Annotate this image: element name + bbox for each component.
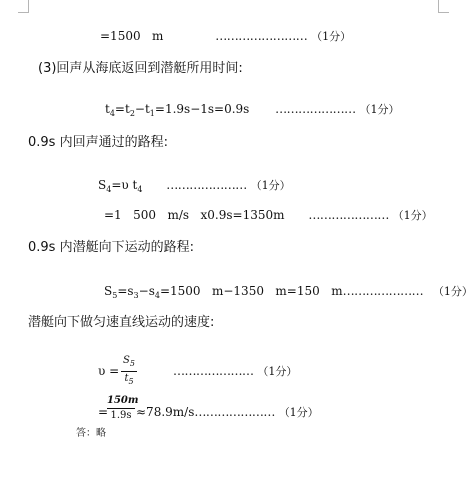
score-label: （1分） bbox=[250, 179, 291, 192]
score-label: （1分） bbox=[359, 103, 400, 116]
score-label: （1分） bbox=[257, 365, 298, 378]
dot-leader: ………………… bbox=[275, 102, 356, 116]
eq-subscript: 4 bbox=[154, 291, 160, 300]
eq-result: =1 500 m/s x0.9s=1350m bbox=[104, 208, 285, 222]
eq-subscript: 4 bbox=[106, 185, 112, 194]
dot-leader: ………………… bbox=[166, 178, 247, 192]
eq-symbol: S bbox=[104, 284, 113, 298]
distance-result-text: =1500 m bbox=[100, 29, 164, 43]
velocity-formula-lhs: υ = bbox=[98, 364, 120, 378]
dot-leader: ………………… bbox=[194, 405, 275, 419]
eq-symbol: −s bbox=[138, 284, 155, 298]
step-3-heading: (3)回声从海底返回到潜艇所用时间: bbox=[38, 61, 243, 76]
eq-result: ≈78.9m/s bbox=[136, 405, 195, 419]
velocity-formula-score bbox=[173, 363, 297, 380]
answer-omitted: 答：略 bbox=[76, 428, 106, 439]
score-label: （1分） bbox=[432, 285, 473, 298]
eq-symbol: −t bbox=[134, 102, 150, 116]
score-label: （1分） bbox=[278, 406, 319, 419]
velocity-result-line bbox=[136, 404, 319, 421]
eq-subscript: 2 bbox=[129, 109, 135, 118]
fraction-bar bbox=[121, 371, 137, 372]
velocity-result-fraction bbox=[107, 395, 139, 422]
eq-symbol: =t bbox=[114, 102, 130, 116]
fraction-denominator: 1.9s bbox=[110, 410, 132, 421]
fraction-bar bbox=[107, 408, 135, 409]
dot-leader: ………………… bbox=[308, 208, 389, 222]
eq-symbol: S bbox=[98, 178, 107, 192]
eq-subscript: 5 bbox=[112, 291, 118, 300]
page-corner-mark-left bbox=[18, 0, 29, 13]
velocity-formula-fraction bbox=[121, 355, 137, 388]
eq-subscript: 4 bbox=[137, 185, 143, 194]
fraction-denominator: $t_5$ bbox=[124, 373, 134, 386]
eq-result: =1.9s−1s=0.9s bbox=[154, 102, 250, 116]
echo-path-heading: 0.9s 内回声通过的路程: bbox=[28, 135, 168, 150]
fraction-numerator: $S_5$ bbox=[123, 355, 135, 368]
velocity-result-eq: = bbox=[98, 405, 109, 419]
eq-subscript: 1 bbox=[149, 109, 155, 118]
eq-result: =1500 m−1350 m=150 m bbox=[159, 284, 343, 298]
fraction-numerator: 150m bbox=[107, 395, 139, 406]
score-label: （1分） bbox=[311, 30, 352, 43]
score-label: （1分） bbox=[392, 209, 433, 222]
dot-leader: ………………… bbox=[342, 284, 424, 298]
velocity-heading: 潜艇向下做匀速直线运动的速度: bbox=[28, 315, 215, 330]
eq-symbol: =υ t bbox=[111, 178, 138, 192]
distance-result-line bbox=[100, 28, 351, 45]
time-equation-line bbox=[105, 101, 400, 122]
dot-leader: …………………… bbox=[215, 29, 308, 43]
eq-symbol: =s bbox=[117, 284, 134, 298]
dot-leader: ………………… bbox=[173, 364, 254, 378]
eq-symbol: t bbox=[105, 102, 110, 116]
eq-subscript: 4 bbox=[109, 109, 115, 118]
submarine-distance-line bbox=[104, 283, 473, 304]
eq-subscript: 3 bbox=[133, 291, 139, 300]
submarine-path-heading: 0.9s 内潜艇向下运动的路程: bbox=[28, 240, 194, 255]
page-corner-mark-right bbox=[438, 0, 449, 13]
echo-distance-result-line bbox=[104, 207, 433, 224]
echo-distance-formula-line bbox=[98, 177, 291, 198]
